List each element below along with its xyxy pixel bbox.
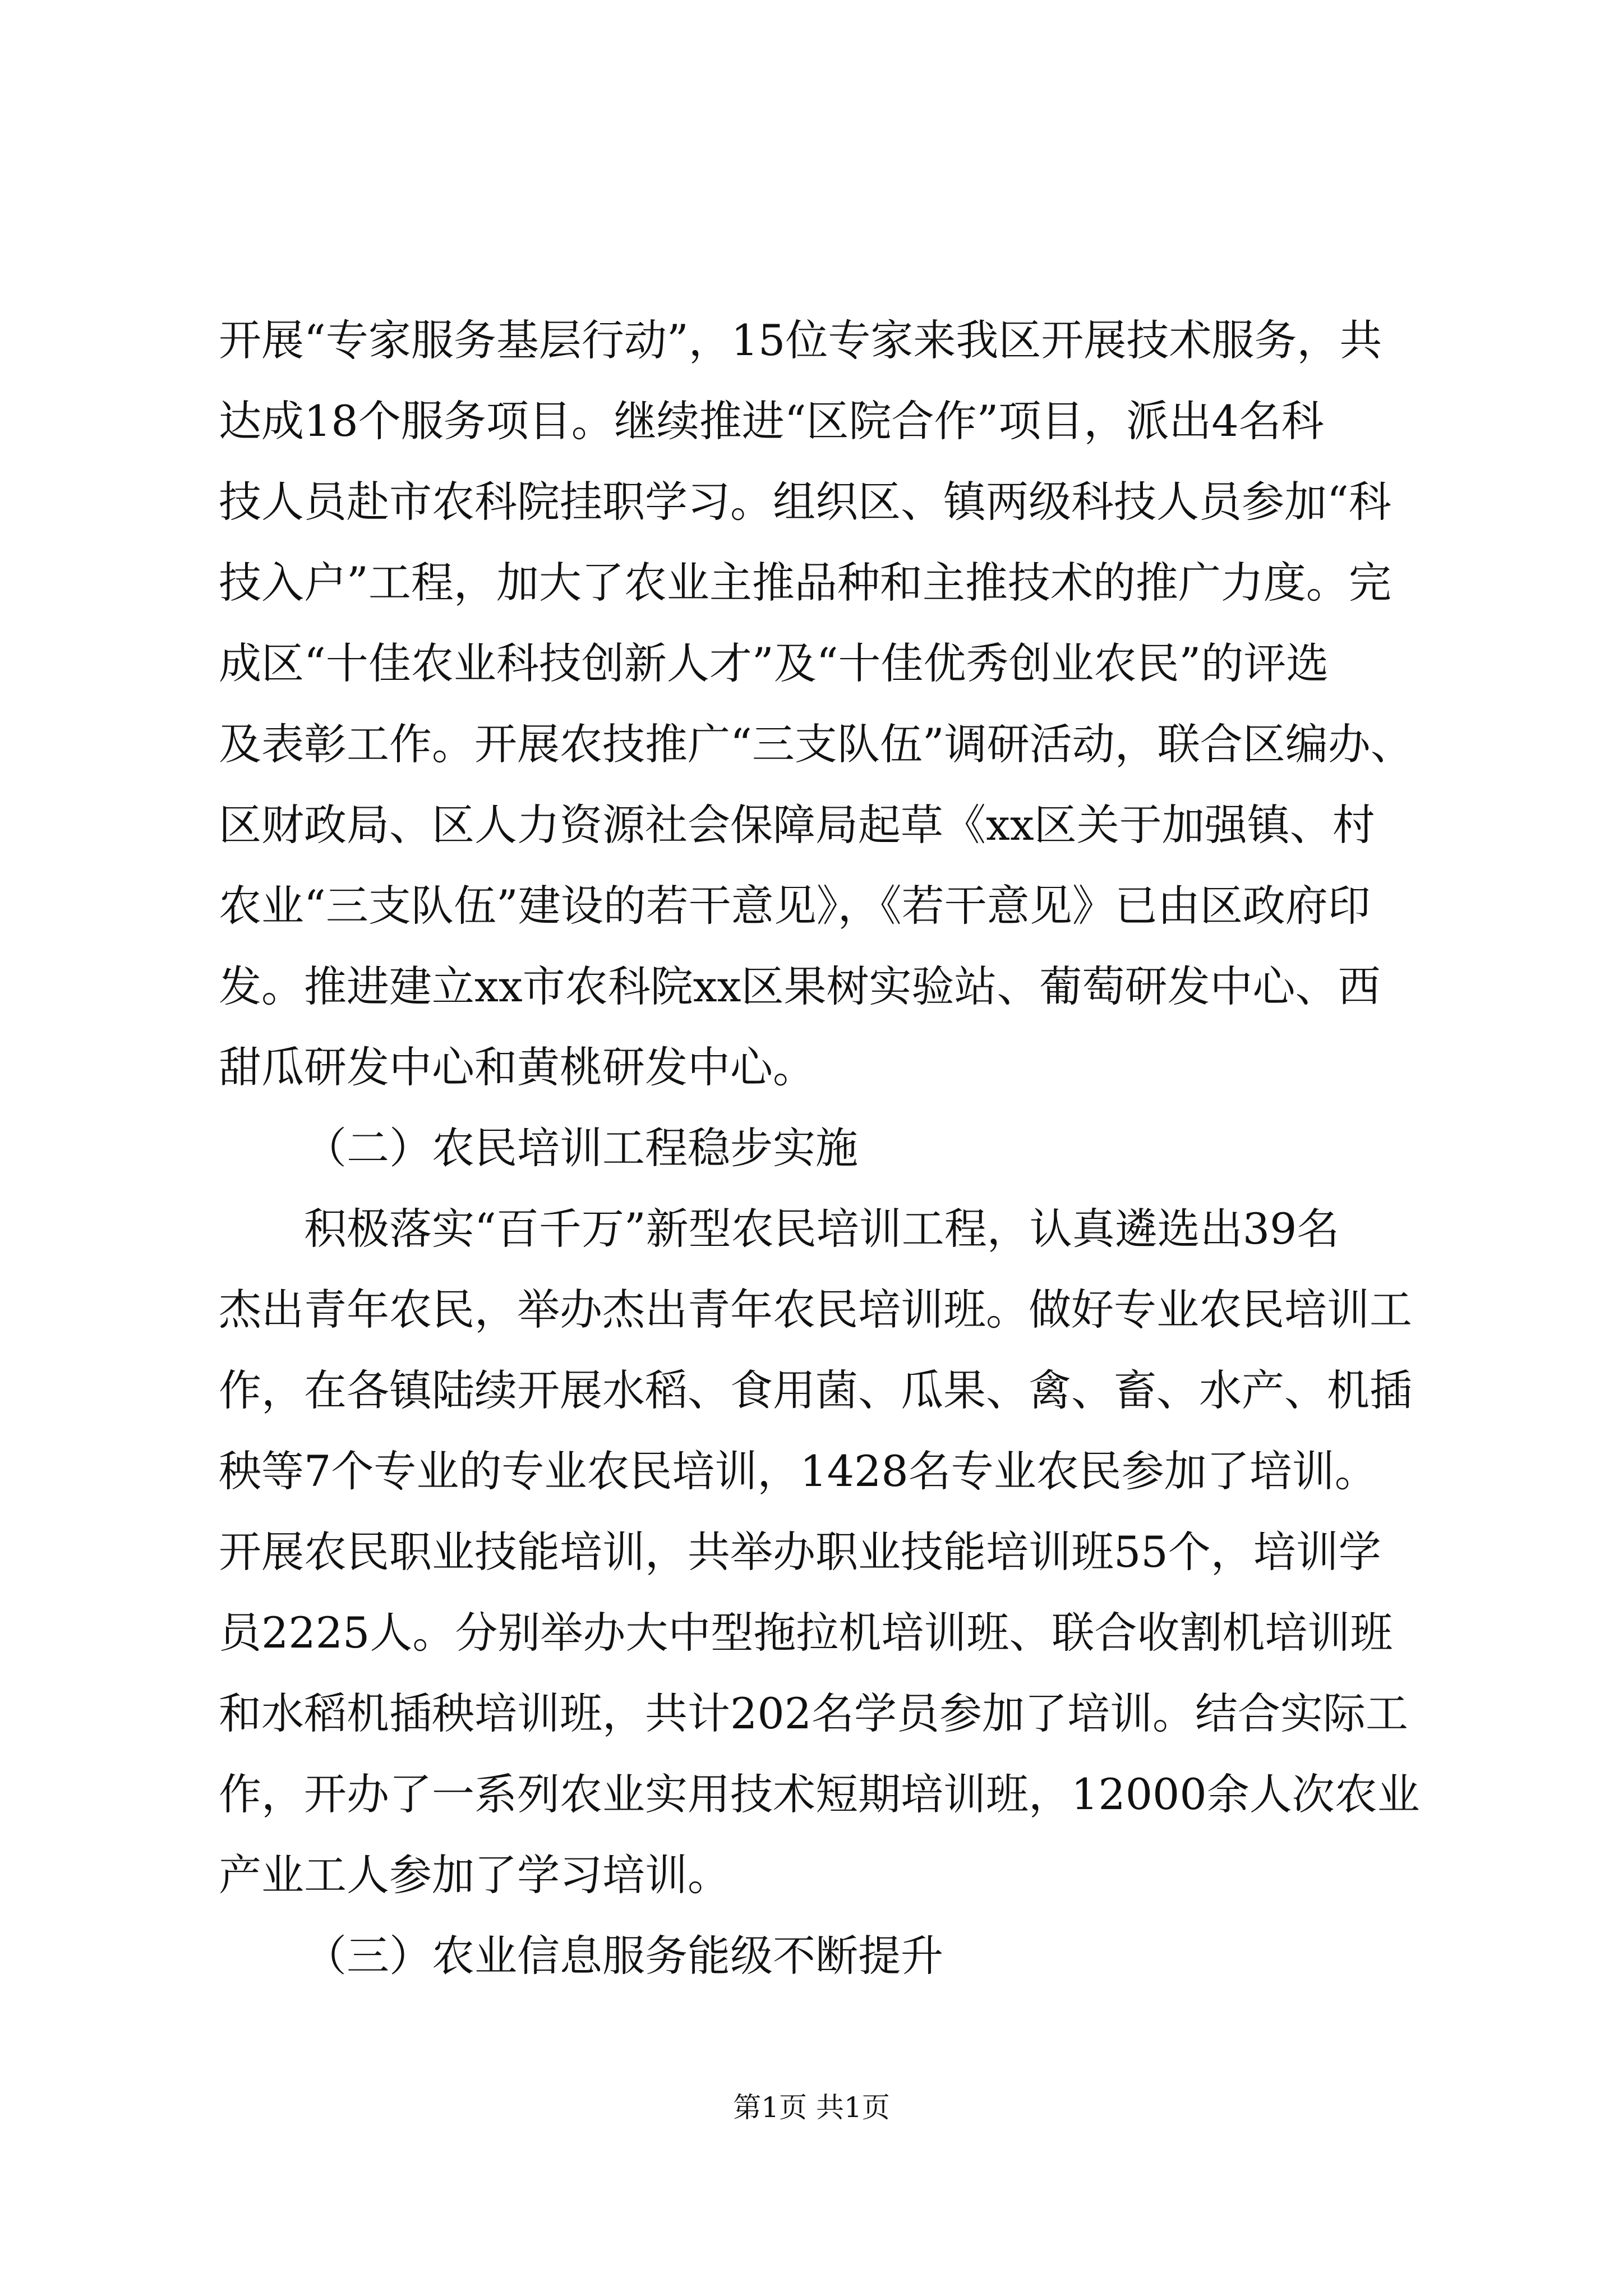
section-heading-3: （三）农业信息服务能级不断提升 — [304, 1931, 943, 1981]
paragraph-line: 成区“十佳农业科技创新人才”及“十佳优秀创业农民”的评选 — [219, 638, 1329, 688]
paragraph-line: 达成18个服务项目。继续推进“区院合作”项目，派出4名科 — [219, 396, 1324, 446]
paragraph-line: 开展农民职业技能培训，共举办职业技能培训班55个，培训学 — [219, 1527, 1381, 1577]
section-heading-2: （二）农民培训工程稳步实施 — [304, 1123, 858, 1173]
paragraph-line: 农业“三支队伍”建设的若干意见》，《若干意见》已由区政府印 — [219, 881, 1371, 931]
body-text — [219, 300, 1420, 1996]
paragraph-line: 甜瓜研发中心和黄桃研发中心。 — [219, 1042, 815, 1092]
paragraph-line: 作，在各镇陆续开展水稻、食用菌、瓜果、禽、畜、水产、机插 — [219, 1365, 1412, 1415]
paragraph-line: 发。推进建立xx市农科院xx区果树实验站、葡萄研发中心、西 — [219, 961, 1381, 1011]
paragraph-line: 技入户”工程，加大了农业主推品种和主推技术的推广力度。完 — [219, 558, 1391, 608]
paragraph-line: 作，开办了一系列农业实用技术短期培训班，12000余人次农业 — [219, 1769, 1420, 1819]
paragraph-line: 积极落实“百千万”新型农民培训工程，认真遴选出39名 — [304, 1204, 1340, 1254]
paragraph-line: 和水稻机插秧培训班，共计202名学员参加了培训。结合实际工 — [219, 1688, 1409, 1738]
paragraph-line: 区财政局、区人力资源社会保障局起草《xx区关于加强镇、村 — [219, 800, 1375, 850]
paragraph-line: 杰出青年农民，举办杰出青年农民培训班。做好专业农民培训工 — [219, 1285, 1412, 1335]
page-footer: 第1页 共1页 — [733, 2091, 890, 2124]
paragraph-line: 产业工人参加了学习培训。 — [219, 1850, 730, 1900]
paragraph-line: 员2225人。分别举办大中型拖拉机培训班、联合收割机培训班 — [219, 1608, 1393, 1658]
paragraph-line: 秧等7个专业的专业农民培训，1428名专业农民参加了培训。 — [219, 1446, 1377, 1496]
paragraph-line: 技人员赴市农科院挂职学习。组织区、镇两级科技人员参加“科 — [219, 477, 1391, 527]
paragraph-line: 及表彰工作。开展农技推广“三支队伍”调研活动，联合区编办、 — [219, 719, 1413, 769]
paragraph-line: 开展“专家服务基层行动”，15位专家来我区开展技术服务，共 — [219, 315, 1382, 365]
